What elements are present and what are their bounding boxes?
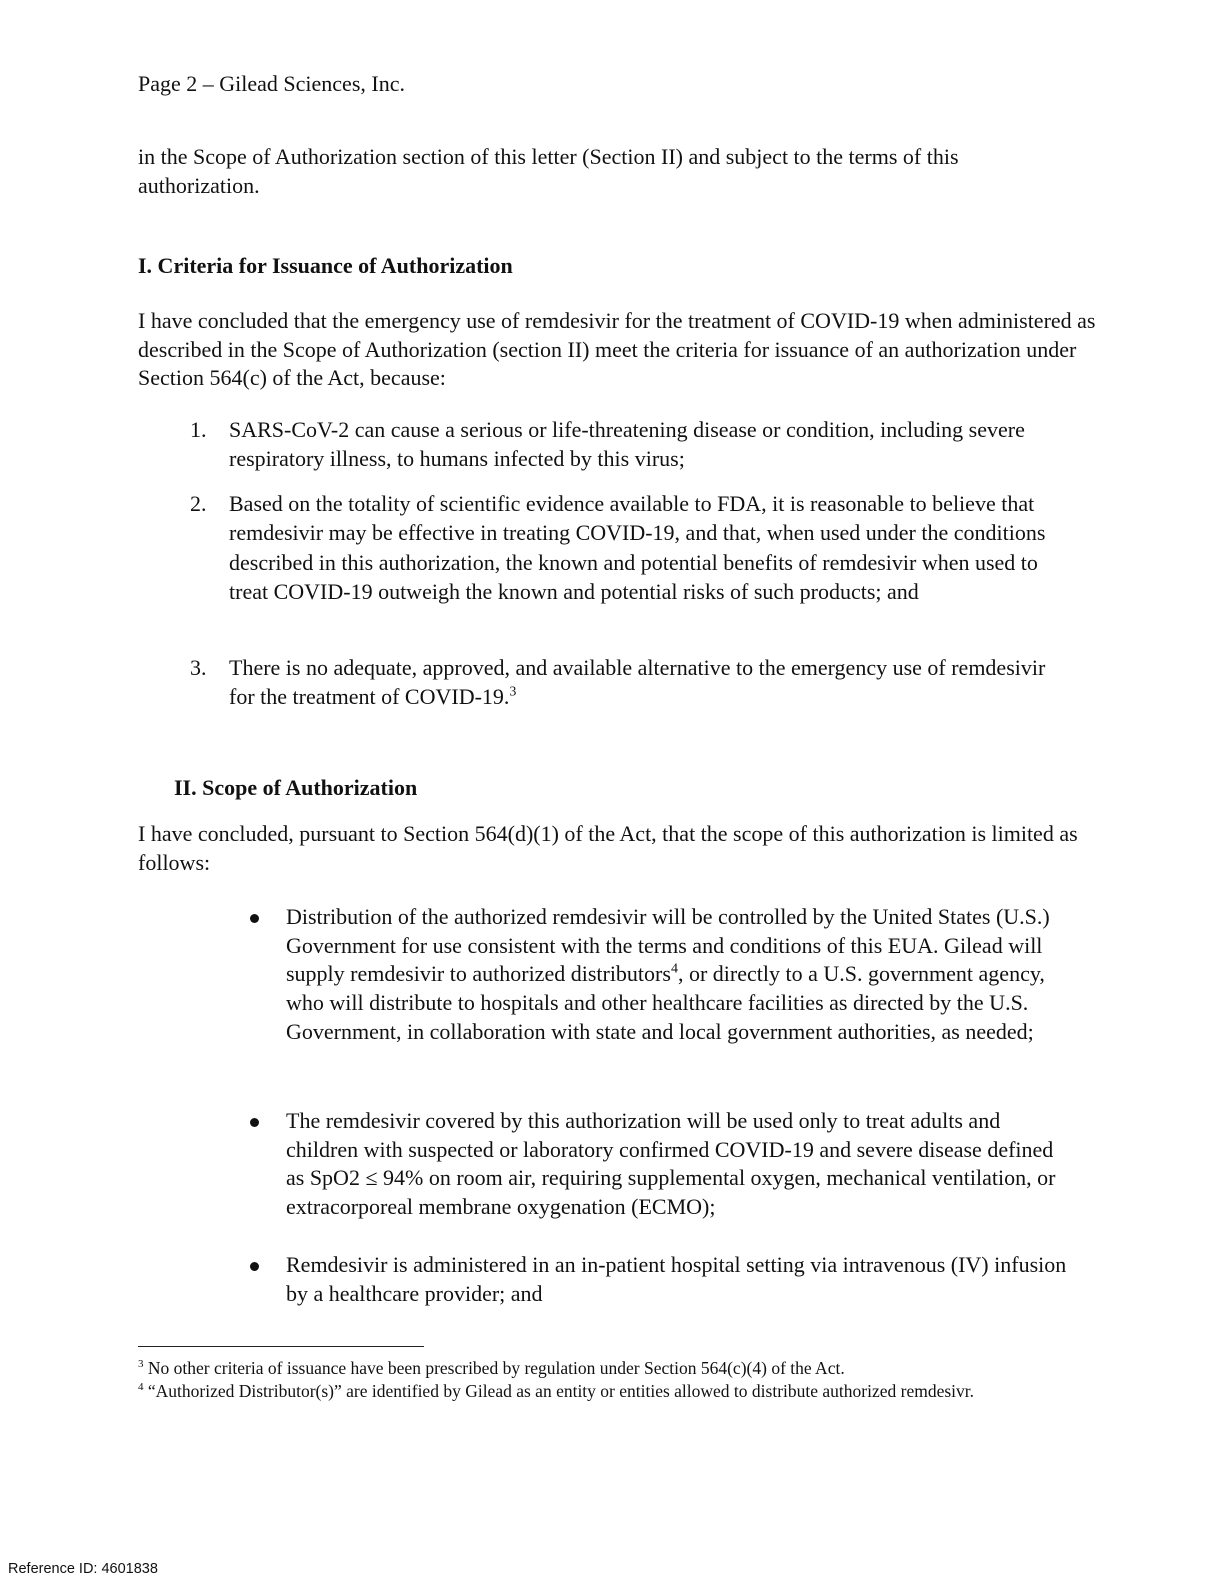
section-2-paragraph: I have concluded, pursuant to Section 564(d)(1) of the Act, that the scope of this authorization is limited as follows:	[138, 821, 1078, 875]
list-item-number: 2.	[190, 491, 207, 516]
footnote-4	[138, 1380, 1008, 1403]
bullet-dot	[250, 914, 259, 923]
footnote-number: 4	[138, 1381, 144, 1394]
section-1-heading: I. Criteria for Issuance of Authorization	[138, 253, 513, 278]
list-item-text: SARS-CoV-2 can cause a serious or life-threatening disease or condition, including severe respiratory illness, to humans infected by this virus;	[229, 417, 1025, 472]
bullet-text: Remdesivir is administered in an in-patient hospital setting via intravenous (IV) infusion by a healthcare provider; and	[286, 1252, 1067, 1306]
footnote-text: No other criteria of issuance have been prescribed by regulation under Section 564(c)(4) of the Act.	[143, 1358, 845, 1378]
section-1-paragraph: I have concluded that the emergency use of remdesivir for the treatment of COVID-19 when administered as described in the Scope of Authorization (section II) meet the criteria for issuance of an authorization under Section 564(c) of the Act, because:	[138, 308, 1096, 390]
bullet-text: The remdesivir covered by this authorization will be used only to treat adults and children with suspected or laboratory confirmed COVID-19 and severe disease defined as SpO2 ≤ 94% on room air, requiring supplemental oxygen, mechanical ventilation, or extracorporeal membrane oxygenation (ECMO);	[286, 1108, 1056, 1220]
bullet-text-part: , or directly to a U.S. government agency, who will distribute to hospitals and other healthcare facilities as directed by the U.S. Government, in collaboration with state and local government authorities, as needed;	[286, 961, 1045, 1044]
page-header: Page 2 – Gilead Sciences, Inc.	[138, 71, 405, 96]
list-item-number: 1.	[190, 417, 207, 442]
list-item-number: 3.	[190, 655, 207, 680]
footnote-3	[138, 1357, 1038, 1380]
reference-id: Reference ID: 4601838	[8, 1561, 158, 1577]
list-item-text: Based on the totality of scientific evidence available to FDA, it is reasonable to believe that remdesivir may be effective in treating COVID-19, and that, when used under the conditions described in this authorization, the known and potential benefits of remdesivir when used to treat COVID-19 outweigh the known and potential risks of such products; and	[229, 491, 1046, 604]
footnote-divider	[138, 1346, 424, 1347]
bullet-text-part: Distribution of the authorized remdesivir will be controlled by the United States (U.S.) Government for use consistent with the terms and conditions of this EUA. Gilead will supply remdesivir to authorized distributors	[286, 904, 1050, 987]
intro-paragraph: in the Scope of Authorization section of this letter (Section II) and subject to the terms of this authorization.	[138, 144, 959, 198]
bullet-text	[286, 903, 1076, 1047]
bullet-dot	[250, 1262, 259, 1271]
list-item-text-main: There is no adequate, approved, and available alternative to the emergency use of remdesivir for the treatment of COVID-19.	[229, 655, 1046, 710]
list-item-text	[229, 653, 1059, 712]
bullet-dot	[250, 1118, 259, 1127]
footnote-ref-4: 4	[670, 962, 678, 978]
footnote-text: “Authorized Distributor(s)” are identified by Gilead as an entity or entities allowed to distribute authorized remdesivr.	[143, 1381, 975, 1401]
footnote-number: 3	[138, 1358, 144, 1371]
section-2-heading: II. Scope of Authorization	[174, 775, 418, 800]
footnote-ref-3: 3	[509, 684, 517, 700]
